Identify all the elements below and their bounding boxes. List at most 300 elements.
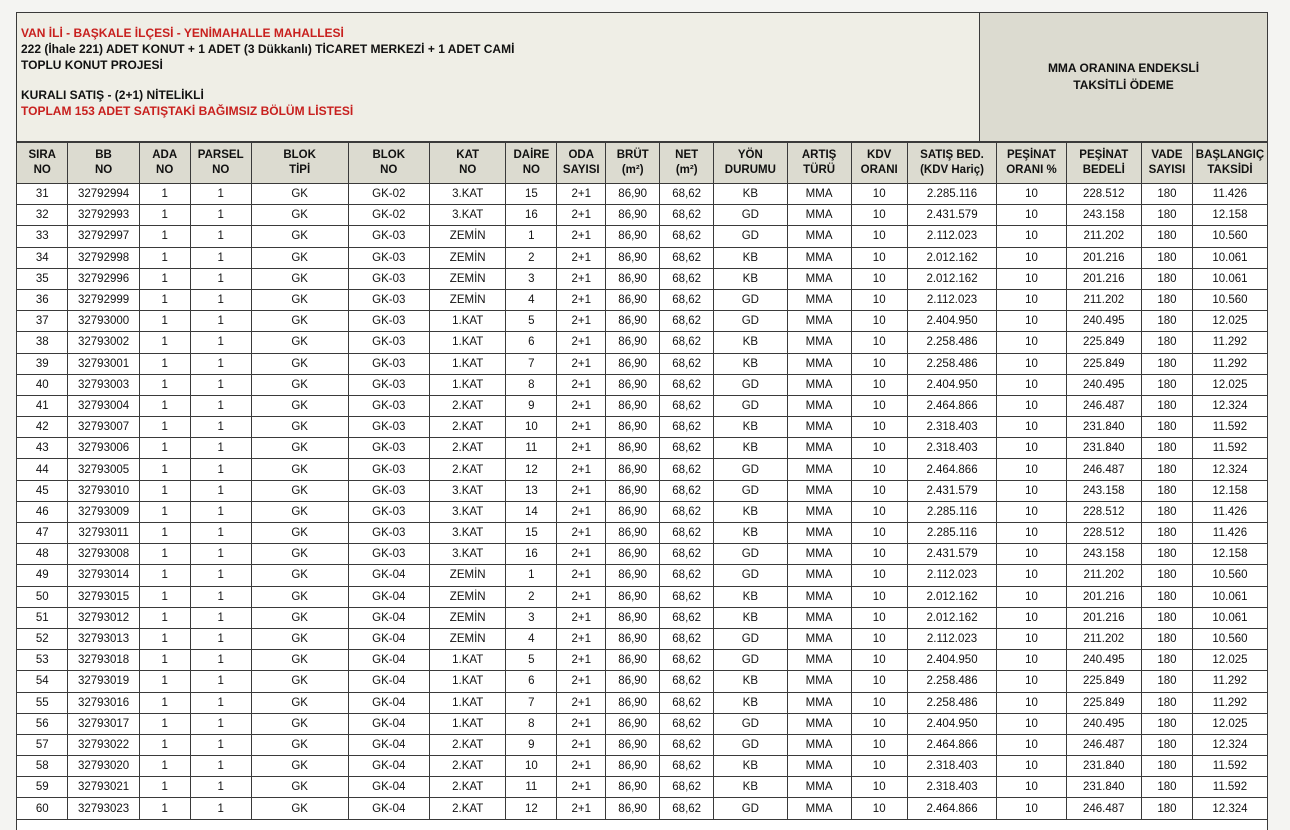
table-cell: 10	[851, 586, 907, 607]
table-cell: 201.216	[1066, 586, 1141, 607]
table-cell: 10	[997, 586, 1066, 607]
table-cell: GK-03	[348, 226, 429, 247]
table-cell: 10	[997, 311, 1066, 332]
table-row	[17, 438, 1267, 459]
table-cell: 38	[17, 332, 68, 353]
table-cell: GK	[251, 565, 348, 586]
table-cell: 10	[851, 417, 907, 438]
table-cell: 10	[997, 226, 1066, 247]
table-cell: 10	[506, 417, 557, 438]
table-cell: 1	[190, 268, 251, 289]
table-cell: GK	[251, 692, 348, 713]
table-cell: 228.512	[1066, 523, 1141, 544]
table-cell: 10.061	[1192, 247, 1267, 268]
table-cell: KB	[714, 586, 787, 607]
table-cell: GK	[251, 205, 348, 226]
column-header	[506, 143, 557, 184]
table-cell: 68,62	[660, 713, 714, 734]
table-cell: 231.840	[1066, 417, 1141, 438]
table-cell: 1	[139, 395, 190, 416]
column-header	[907, 143, 997, 184]
table-cell: 15	[506, 184, 557, 205]
table-cell: 1	[139, 628, 190, 649]
table-cell: GK-03	[348, 374, 429, 395]
table-cell: 10	[997, 798, 1066, 819]
table-cell: MMA	[787, 247, 851, 268]
table-cell: ZEMİN	[430, 289, 506, 310]
table-cell: 12.158	[1192, 205, 1267, 226]
table-cell: 2.404.950	[907, 650, 997, 671]
table-cell: GK	[251, 650, 348, 671]
table-cell: GK-04	[348, 607, 429, 628]
table-cell: 68,62	[660, 311, 714, 332]
table-cell: 86,90	[606, 798, 660, 819]
table-cell: 2.431.579	[907, 544, 997, 565]
table-cell: 1	[506, 226, 557, 247]
table-cell: 2.112.023	[907, 565, 997, 586]
table-cell: 2	[506, 247, 557, 268]
table-cell: 10	[851, 205, 907, 226]
table-cell: ZEMİN	[430, 628, 506, 649]
table-cell: 10	[997, 607, 1066, 628]
table-cell: 1	[190, 586, 251, 607]
table-cell: 68,62	[660, 628, 714, 649]
table-row	[17, 247, 1267, 268]
table-cell: KB	[714, 523, 787, 544]
table-cell: 1	[190, 501, 251, 522]
table-cell: 32793006	[68, 438, 139, 459]
table-header	[17, 143, 1267, 184]
table-cell: 1	[190, 671, 251, 692]
table-cell: 10.560	[1192, 226, 1267, 247]
table-cell: 86,90	[606, 565, 660, 586]
table-cell: 2.404.950	[907, 374, 997, 395]
table-row	[17, 650, 1267, 671]
table-cell: 10	[997, 671, 1066, 692]
table-row	[17, 459, 1267, 480]
table-cell: 68,62	[660, 459, 714, 480]
table-cell: 60	[17, 798, 68, 819]
table-cell: 10	[851, 798, 907, 819]
table-body	[17, 184, 1267, 820]
table-cell: 1	[190, 565, 251, 586]
table-cell: 32793017	[68, 713, 139, 734]
table-cell: 7	[506, 353, 557, 374]
table-cell: 2.258.486	[907, 692, 997, 713]
table-row	[17, 395, 1267, 416]
table-cell: 32792997	[68, 226, 139, 247]
table-cell: 2+1	[557, 417, 606, 438]
table-cell: GK	[251, 523, 348, 544]
table-cell: 225.849	[1066, 332, 1141, 353]
table-cell: MMA	[787, 777, 851, 798]
table-cell: 201.216	[1066, 247, 1141, 268]
table-cell: 56	[17, 713, 68, 734]
table-cell: 35	[17, 268, 68, 289]
table-cell: 2+1	[557, 480, 606, 501]
table-cell: 86,90	[606, 734, 660, 755]
table-cell: 54	[17, 671, 68, 692]
table-cell: 10	[851, 184, 907, 205]
table-cell: 180	[1141, 734, 1192, 755]
table-cell: 2+1	[557, 311, 606, 332]
table-cell: 55	[17, 692, 68, 713]
column-header-line: ARTIŞ	[801, 149, 837, 161]
table-cell: GK	[251, 480, 348, 501]
table-cell: 2+1	[557, 205, 606, 226]
table-cell: 43	[17, 438, 68, 459]
table-cell: 12.324	[1192, 395, 1267, 416]
table-cell: GK	[251, 247, 348, 268]
project-title-block	[17, 13, 980, 141]
table-cell: 1	[190, 692, 251, 713]
table-cell: GK	[251, 501, 348, 522]
table-cell: 86,90	[606, 438, 660, 459]
table-cell: GK	[251, 226, 348, 247]
table-cell: 2.KAT	[430, 777, 506, 798]
table-cell: 10	[997, 501, 1066, 522]
table-cell: 10	[997, 650, 1066, 671]
table-cell: GD	[714, 798, 787, 819]
table-cell: 1	[139, 523, 190, 544]
payment-title-line-2: TAKSİTLİ ÖDEME	[1073, 78, 1174, 92]
table-cell: 2.318.403	[907, 777, 997, 798]
table-cell: 68,62	[660, 438, 714, 459]
table-cell: 10	[997, 289, 1066, 310]
table-cell: 180	[1141, 607, 1192, 628]
table-cell: 6	[506, 332, 557, 353]
table-cell: GK	[251, 628, 348, 649]
table-cell: MMA	[787, 586, 851, 607]
table-cell: MMA	[787, 501, 851, 522]
table-cell: GK-03	[348, 395, 429, 416]
table-cell: MMA	[787, 692, 851, 713]
table-cell: GD	[714, 544, 787, 565]
table-cell: GK-04	[348, 565, 429, 586]
table-cell: 2.318.403	[907, 438, 997, 459]
table-cell: 2+1	[557, 184, 606, 205]
table-cell: KB	[714, 607, 787, 628]
table-cell: 2.012.162	[907, 586, 997, 607]
table-cell: 1	[139, 247, 190, 268]
column-header	[1192, 143, 1267, 184]
table-cell: 86,90	[606, 480, 660, 501]
table-cell: 240.495	[1066, 374, 1141, 395]
table-cell: 68,62	[660, 671, 714, 692]
table-row	[17, 523, 1267, 544]
table-cell: GK-03	[348, 501, 429, 522]
table-cell: 2.258.486	[907, 332, 997, 353]
table-cell: KB	[714, 438, 787, 459]
table-row	[17, 756, 1267, 777]
table-cell: 68,62	[660, 268, 714, 289]
table-cell: 2.012.162	[907, 268, 997, 289]
table-row	[17, 374, 1267, 395]
table-cell: 16	[506, 205, 557, 226]
table-cell: 2.464.866	[907, 395, 997, 416]
table-cell: 1.KAT	[430, 332, 506, 353]
table-cell: 211.202	[1066, 628, 1141, 649]
table-cell: 10	[851, 268, 907, 289]
table-cell: 68,62	[660, 374, 714, 395]
table-cell: 1	[139, 607, 190, 628]
column-header-line: BB	[95, 149, 112, 161]
table-cell: 12.025	[1192, 713, 1267, 734]
table-cell: 2+1	[557, 523, 606, 544]
payment-title-line-1: MMA ORANINA ENDEKSLİ	[1047, 61, 1200, 75]
table-cell: 32793003	[68, 374, 139, 395]
table-cell: 86,90	[606, 289, 660, 310]
column-header-line: NO	[522, 164, 540, 176]
table-cell: GK-03	[348, 544, 429, 565]
table-cell: 180	[1141, 395, 1192, 416]
table-cell: 180	[1141, 332, 1192, 353]
table-cell: 180	[1141, 671, 1192, 692]
column-header-line: (m²)	[621, 164, 644, 176]
table-cell: 32793001	[68, 353, 139, 374]
table-cell: GK	[251, 459, 348, 480]
table-cell: 11.292	[1192, 353, 1267, 374]
table-cell: GD	[714, 565, 787, 586]
table-cell: 2.285.116	[907, 523, 997, 544]
table-cell: 10	[851, 247, 907, 268]
table-cell: 32793013	[68, 628, 139, 649]
table-cell: MMA	[787, 438, 851, 459]
table-cell: 231.840	[1066, 777, 1141, 798]
table-cell: GK-04	[348, 777, 429, 798]
table-cell: 10	[851, 226, 907, 247]
table-cell: 15	[506, 523, 557, 544]
table-cell: 68,62	[660, 756, 714, 777]
table-cell: 86,90	[606, 417, 660, 438]
column-header	[430, 143, 506, 184]
table-row	[17, 311, 1267, 332]
table-cell: 5	[506, 311, 557, 332]
table-cell: 2+1	[557, 247, 606, 268]
column-header-line: ORANI	[860, 164, 898, 176]
table-cell: 2+1	[557, 459, 606, 480]
table-cell: 9	[506, 734, 557, 755]
table-cell: 246.487	[1066, 734, 1141, 755]
table-cell: 32793016	[68, 692, 139, 713]
table-cell: 3.KAT	[430, 523, 506, 544]
table-cell: 68,62	[660, 417, 714, 438]
table-cell: 246.487	[1066, 395, 1141, 416]
table-cell: 32792996	[68, 268, 139, 289]
table-cell: 1	[139, 459, 190, 480]
table-cell: 180	[1141, 184, 1192, 205]
table-cell: 2.431.579	[907, 205, 997, 226]
table-cell: GD	[714, 395, 787, 416]
table-cell: GD	[714, 205, 787, 226]
table-cell: 68,62	[660, 395, 714, 416]
table-row	[17, 501, 1267, 522]
table-cell: 3	[506, 268, 557, 289]
table-cell: 2.KAT	[430, 734, 506, 755]
table-cell: 11.292	[1192, 671, 1267, 692]
table-cell: 1	[190, 544, 251, 565]
table-cell: 1	[139, 184, 190, 205]
table-cell: 2+1	[557, 650, 606, 671]
table-cell: 11.592	[1192, 417, 1267, 438]
sale-type: KURALI SATIŞ - (2+1) NİTELİKLİ	[21, 88, 204, 102]
column-header-line: KAT	[456, 149, 480, 161]
table-cell: 3.KAT	[430, 544, 506, 565]
table-cell: 246.487	[1066, 459, 1141, 480]
table-cell: 10	[997, 353, 1066, 374]
table-cell: 228.512	[1066, 184, 1141, 205]
table-cell: MMA	[787, 734, 851, 755]
table-cell: 180	[1141, 756, 1192, 777]
column-header-line: PEŞİNAT	[1006, 149, 1056, 161]
table-cell: 68,62	[660, 586, 714, 607]
column-header	[1066, 143, 1141, 184]
table-cell: 11	[506, 777, 557, 798]
table-cell: GK-02	[348, 184, 429, 205]
table-cell: KB	[714, 268, 787, 289]
table-cell: 48	[17, 544, 68, 565]
table-row	[17, 544, 1267, 565]
table-cell: 68,62	[660, 480, 714, 501]
table-cell: 4	[506, 289, 557, 310]
table-cell: 10	[851, 650, 907, 671]
table-cell: 211.202	[1066, 565, 1141, 586]
table-cell: KB	[714, 671, 787, 692]
table-cell: 1	[190, 247, 251, 268]
table-cell: 1	[139, 289, 190, 310]
table-cell: 68,62	[660, 184, 714, 205]
table-cell: MMA	[787, 565, 851, 586]
table-cell: 1	[190, 184, 251, 205]
table-cell: 2+1	[557, 586, 606, 607]
table-cell: 180	[1141, 268, 1192, 289]
table-cell: 53	[17, 650, 68, 671]
table-cell: 1.KAT	[430, 353, 506, 374]
table-cell: 10	[997, 438, 1066, 459]
table-cell: 37	[17, 311, 68, 332]
table-cell: 1.KAT	[430, 374, 506, 395]
table-cell: 2.KAT	[430, 438, 506, 459]
table-cell: 10	[997, 480, 1066, 501]
table-cell: 1.KAT	[430, 650, 506, 671]
table-cell: 86,90	[606, 650, 660, 671]
table-cell: 2.464.866	[907, 734, 997, 755]
table-cell: 10	[851, 501, 907, 522]
table-cell: 2+1	[557, 692, 606, 713]
table-cell: 14	[506, 501, 557, 522]
table-cell: 231.840	[1066, 438, 1141, 459]
table-cell: 10	[851, 713, 907, 734]
table-cell: 3.KAT	[430, 184, 506, 205]
table-cell: 2+1	[557, 501, 606, 522]
table-cell: 180	[1141, 544, 1192, 565]
table-cell: 32793012	[68, 607, 139, 628]
table-cell: 10.061	[1192, 268, 1267, 289]
table-cell: 86,90	[606, 607, 660, 628]
table-row	[17, 226, 1267, 247]
table-cell: ZEMİN	[430, 247, 506, 268]
table-cell: 1	[190, 332, 251, 353]
table-cell: 1	[139, 311, 190, 332]
column-header-line: BLOK	[372, 149, 406, 161]
table-cell: GK-03	[348, 247, 429, 268]
table-row	[17, 713, 1267, 734]
column-header-line: DURUMU	[724, 164, 776, 176]
column-header	[660, 143, 714, 184]
table-cell: MMA	[787, 523, 851, 544]
table-cell: MMA	[787, 480, 851, 501]
table-cell: GK-03	[348, 459, 429, 480]
table-row	[17, 798, 1267, 819]
table-cell: 180	[1141, 777, 1192, 798]
table-cell: 11.426	[1192, 501, 1267, 522]
table-cell: 45	[17, 480, 68, 501]
table-cell: 10	[851, 289, 907, 310]
table-row	[17, 289, 1267, 310]
table-cell: 32793010	[68, 480, 139, 501]
table-row	[17, 417, 1267, 438]
table-cell: 12.324	[1192, 798, 1267, 819]
table-cell: 11.592	[1192, 777, 1267, 798]
column-header-line: TİPİ	[289, 164, 311, 176]
table-cell: GK-03	[348, 332, 429, 353]
table-cell: 1	[190, 523, 251, 544]
column-header-line: ORANI %	[1006, 164, 1057, 176]
table-cell: 1	[190, 226, 251, 247]
table-cell: 58	[17, 756, 68, 777]
table-cell: 1	[190, 480, 251, 501]
table-row	[17, 607, 1267, 628]
table-cell: 1	[506, 565, 557, 586]
table-row	[17, 586, 1267, 607]
table-row	[17, 268, 1267, 289]
table-cell: 2+1	[557, 353, 606, 374]
table-cell: 2+1	[557, 671, 606, 692]
table-cell: 1	[190, 417, 251, 438]
table-row	[17, 353, 1267, 374]
table-cell: 180	[1141, 374, 1192, 395]
table-cell: 1	[139, 692, 190, 713]
column-header-line: (m²)	[675, 164, 698, 176]
table-cell: 68,62	[660, 692, 714, 713]
table-cell: 225.849	[1066, 692, 1141, 713]
column-header	[606, 143, 660, 184]
column-header-line: NO	[212, 164, 230, 176]
table-cell: 86,90	[606, 523, 660, 544]
table-cell: 10	[851, 628, 907, 649]
table-cell: GK-03	[348, 523, 429, 544]
table-cell: 1	[139, 226, 190, 247]
table-cell: GK-03	[348, 311, 429, 332]
table-cell: 68,62	[660, 544, 714, 565]
table-cell: 11.592	[1192, 756, 1267, 777]
table-cell: 86,90	[606, 374, 660, 395]
table-cell: 10	[851, 395, 907, 416]
table-cell: 10	[851, 438, 907, 459]
table-cell: 68,62	[660, 332, 714, 353]
table-cell: 86,90	[606, 713, 660, 734]
table-cell: 3.KAT	[430, 205, 506, 226]
table-cell: 32792999	[68, 289, 139, 310]
column-header-line: PEŞİNAT	[1079, 149, 1129, 161]
table-cell: MMA	[787, 374, 851, 395]
table-cell: MMA	[787, 650, 851, 671]
table-cell: 10	[851, 565, 907, 586]
table-cell: 1	[139, 586, 190, 607]
table-cell: 3	[506, 607, 557, 628]
table-cell: GK	[251, 374, 348, 395]
table-cell: GK	[251, 395, 348, 416]
